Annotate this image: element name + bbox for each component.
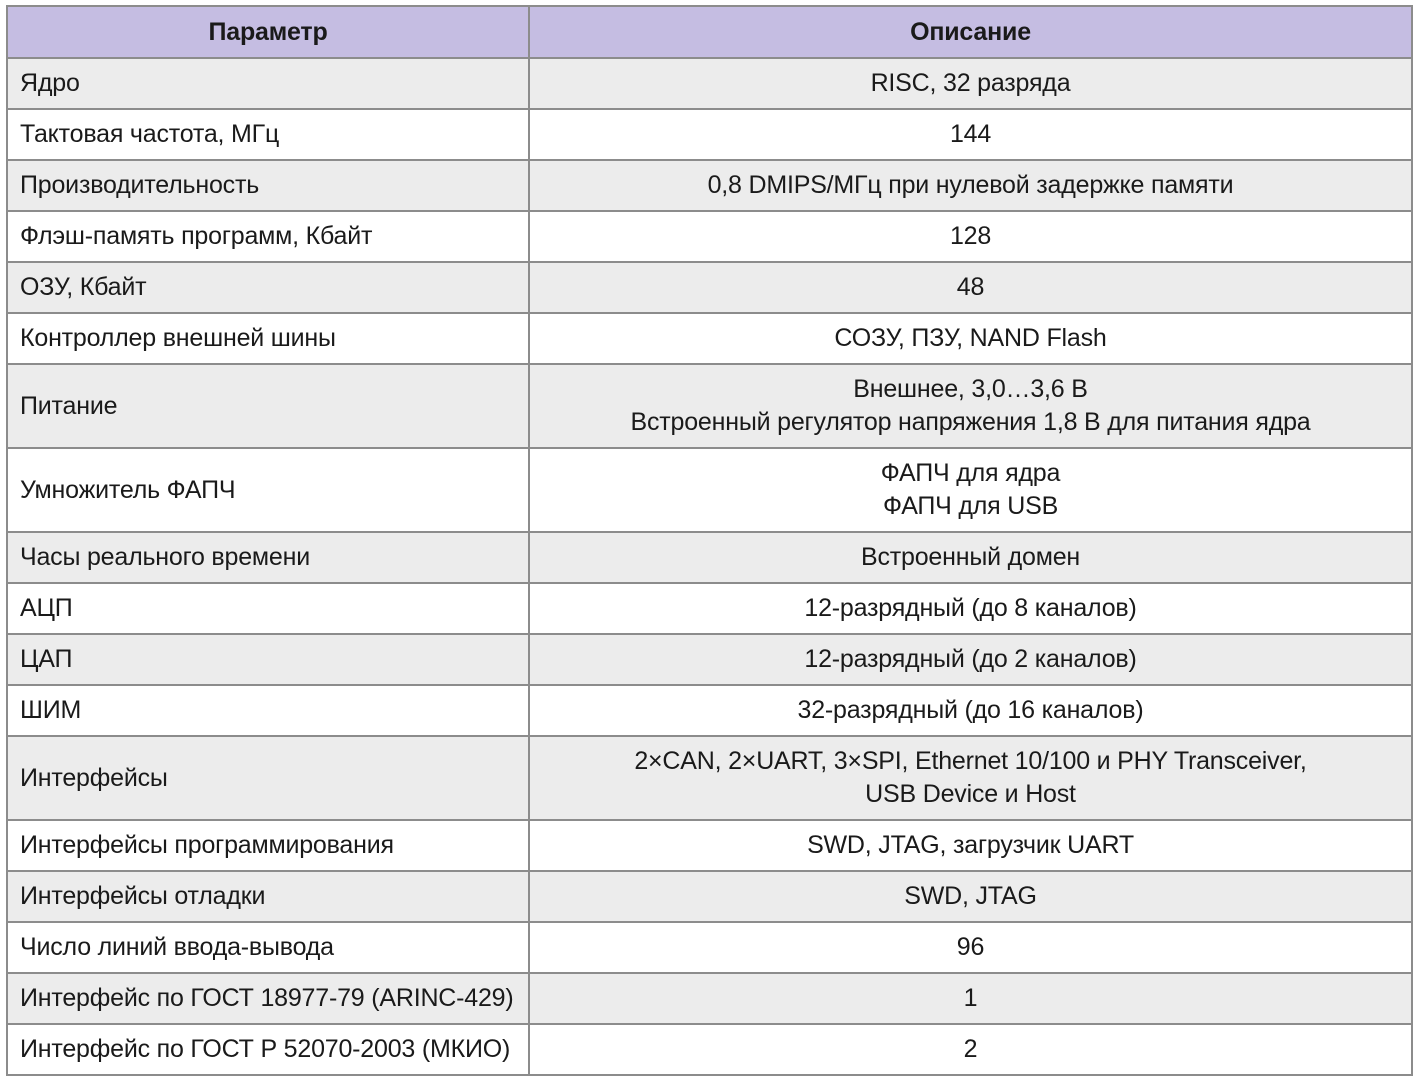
table-row: [7, 685, 1412, 736]
desc-line: RISC, 32 разряда: [870, 69, 1071, 97]
desc-cell: [529, 922, 1412, 973]
header-row: [7, 6, 1412, 58]
desc-line: 96: [956, 933, 985, 961]
desc-line: ФАПЧ для ядра: [880, 459, 1061, 487]
desc-cell: [529, 532, 1412, 583]
desc-cell: [529, 583, 1412, 634]
desc-line: СОЗУ, ПЗУ, NAND Flash: [834, 324, 1107, 352]
param-cell: АЦП: [7, 583, 529, 634]
desc-cell: [529, 820, 1412, 871]
param-cell: Число линий ввода-вывода: [7, 922, 529, 973]
param-cell: Интерфейсы: [7, 736, 529, 820]
header-param: Параметр: [7, 6, 529, 58]
param-cell: ОЗУ, Кбайт: [7, 262, 529, 313]
desc-line: ФАПЧ для USB: [882, 492, 1059, 520]
param-cell: Производительность: [7, 160, 529, 211]
table-body: [7, 58, 1412, 1075]
desc-line: 144: [949, 120, 992, 148]
table-row: [7, 448, 1412, 532]
desc-cell: [529, 973, 1412, 1024]
desc-cell: [529, 160, 1412, 211]
table-row: [7, 736, 1412, 820]
desc-line: Встроенный регулятор напряжения 1,8 В для питания ядра: [630, 408, 1311, 436]
desc-cell: [529, 58, 1412, 109]
table-row: [7, 109, 1412, 160]
desc-cell: [529, 736, 1412, 820]
table-header: [7, 6, 1412, 58]
table-row: [7, 871, 1412, 922]
param-cell: Флэш-память программ, Кбайт: [7, 211, 529, 262]
table-row: [7, 922, 1412, 973]
desc-line: 32-разрядный (до 16 каналов): [797, 696, 1144, 724]
desc-line: SWD, JTAG: [904, 882, 1037, 910]
param-cell: Часы реального времени: [7, 532, 529, 583]
desc-line: SWD, JTAG, загрузчик UART: [807, 831, 1134, 859]
desc-cell: [529, 1024, 1412, 1075]
desc-cell: [529, 685, 1412, 736]
spec-table: [6, 5, 1413, 1076]
table-row: [7, 973, 1412, 1024]
table-row: [7, 211, 1412, 262]
header-desc: Описание: [529, 6, 1412, 58]
param-cell: Интерфейсы отладки: [7, 871, 529, 922]
desc-line: 48: [956, 273, 985, 301]
desc-cell: [529, 448, 1412, 532]
desc-line: 12-разрядный (до 8 каналов): [804, 594, 1137, 622]
table-row: [7, 820, 1412, 871]
desc-cell: [529, 634, 1412, 685]
desc-line: 0,8 DMIPS/МГц при нулевой задержке памяти: [707, 171, 1234, 199]
table-row: [7, 532, 1412, 583]
param-cell: ЦАП: [7, 634, 529, 685]
param-cell: Контроллер внешней шины: [7, 313, 529, 364]
param-cell: Умножитель ФАПЧ: [7, 448, 529, 532]
param-cell: ШИМ: [7, 685, 529, 736]
param-cell: Интерфейс по ГОСТ 18977-79 (ARINC-429): [7, 973, 529, 1024]
desc-line: Внешнее, 3,0…3,6 В: [853, 375, 1088, 403]
param-cell: Тактовая частота, МГц: [7, 109, 529, 160]
desc-cell: [529, 364, 1412, 448]
table-row: [7, 313, 1412, 364]
desc-cell: [529, 109, 1412, 160]
table-row: [7, 634, 1412, 685]
table-row: [7, 262, 1412, 313]
param-cell: Интерфейс по ГОСТ Р 52070-2003 (МКИО): [7, 1024, 529, 1075]
desc-line: 128: [949, 222, 992, 250]
table-row: [7, 583, 1412, 634]
param-cell: Ядро: [7, 58, 529, 109]
desc-cell: [529, 313, 1412, 364]
table-row: [7, 364, 1412, 448]
param-cell: Питание: [7, 364, 529, 448]
desc-cell: [529, 262, 1412, 313]
param-cell: Интерфейсы программирования: [7, 820, 529, 871]
desc-line: 1: [963, 984, 978, 1012]
desc-cell: [529, 871, 1412, 922]
table-row: [7, 1024, 1412, 1075]
desc-line: 12-разрядный (до 2 каналов): [804, 645, 1137, 673]
desc-cell: [529, 211, 1412, 262]
desc-line: 2×CAN, 2×UART, 3×SPI, Ethernet 10/100 и PHY Transceiver,: [634, 747, 1307, 775]
table-row: [7, 58, 1412, 109]
table-row: [7, 160, 1412, 211]
desc-line: USB Device и Host: [865, 780, 1076, 808]
desc-line: 2: [963, 1035, 978, 1063]
desc-line: Встроенный домен: [860, 543, 1081, 571]
